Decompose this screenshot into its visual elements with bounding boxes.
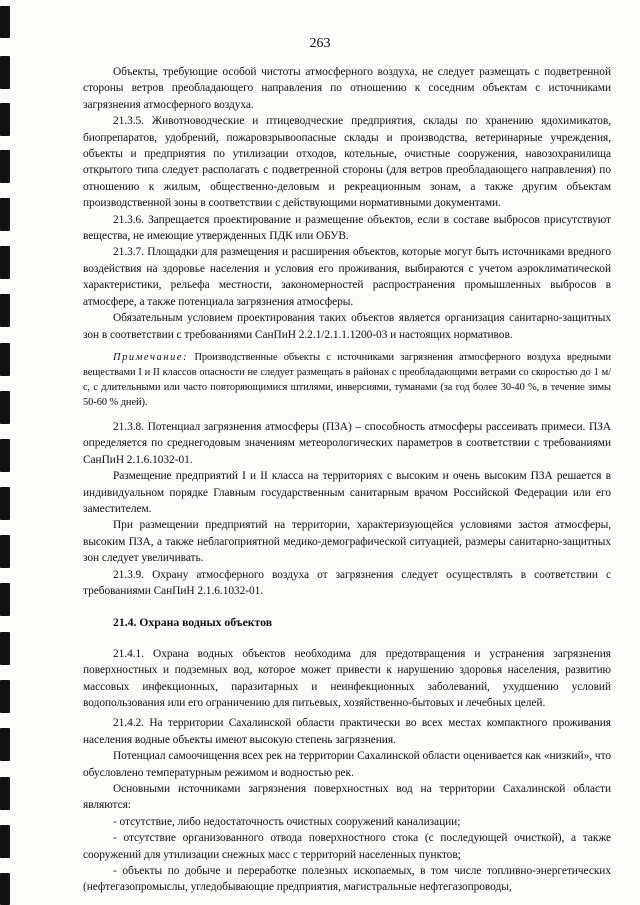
list-item: - отсутствие организованного отвода поверхностного стока (с последующей очисткой), а также сооружений для утилизации снежных масс с территорий населенных пунктов;	[83, 832, 611, 861]
paragraph: Размещение предприятий I и II класса на территориях с высоким и очень высоким ПЗА решается в индивидуальном порядке Главным государственным санитарным врачом Российской Федерации или его заместителем.	[83, 470, 611, 515]
document-body	[83, 64, 611, 896]
paragraph: 21.3.9. Охрану атмосферного воздуха от загрязнения следует осуществлять в соответствии с требованиями СанПиН 2.1.6.1032-01.	[83, 568, 611, 597]
paragraph: Объекты, требующие особой чистоты атмосферного воздуха, не следует размещать с подветренной стороны ветров преобладающего направления по отношению к соседним объектам с источниками загрязнения атмосферного воздуха.	[83, 66, 611, 111]
binder-mark	[0, 56, 10, 89]
note-text: Производственные объекты с источниками загрязнения атмосферного воздуха вредными веществами I и II классов опасности не следует размещать в районах с преобладающими ветрами со скоростью до 1 м/с, с длительными или часто повторяющимися штилями, инверсиями, туманами (за год более 30-40 %, в течение зимы 50-60 % дней).	[83, 351, 611, 408]
binder-mark	[0, 6, 10, 38]
paragraph: 21.4.2. На территории Сахалинской области практически во всех местах компактного проживания населения водные объекты имеют высокую степень загрязнения.	[83, 717, 611, 746]
note-paragraph	[83, 350, 611, 410]
binder-mark	[0, 439, 10, 472]
page-number: 263	[309, 36, 331, 51]
paragraph: 21.3.8. Потенциал загрязнения атмосферы (ПЗА) – способность атмосферы рассеивать примеси. ПЗА определяется по среднегодовым значениям метеорологических параметров в соответствии с требованиями СанПиН 2.1.6.1032-01.	[83, 420, 611, 466]
binder-mark	[0, 680, 10, 713]
binder-mark	[0, 583, 10, 616]
binder-mark	[0, 198, 10, 231]
binder-mark	[0, 632, 10, 665]
binder-mark	[0, 150, 10, 183]
binder-mark	[0, 246, 10, 279]
binder-mark	[0, 343, 10, 376]
paragraph: Потенциал самоочищения всех рек на территории Сахалинской области оценивается как «низкий», что обусловлено температурным режимом и водностью рек.	[83, 750, 611, 779]
note-label: Примечание:	[113, 351, 189, 363]
list-item: - объекты по добыче и переработке полезных ископаемых, в том числе топливно-энергетических (нефтегазопромыслы, угледобывающие предприятия, магистральные нефтегазопроводы,	[83, 865, 611, 894]
list-item: - отсутствие, либо недостаточность очистных сооружений канализации;	[113, 815, 461, 828]
binder-margin	[0, 0, 14, 905]
binder-mark	[0, 873, 10, 905]
binder-mark	[0, 777, 10, 810]
binder-mark	[0, 103, 10, 136]
binder-mark	[0, 391, 10, 424]
binder-mark	[0, 728, 10, 761]
section-heading: 21.4. Охрана водных объектов	[113, 615, 273, 630]
paragraph: При размещении предприятий на территории, характеризующейся условиями застоя атмосферы, высоким ПЗА, а также неблагоприятной медико-демографической ситуацией, размеры санитарно-защитных зон следует увеличивать.	[83, 519, 611, 565]
paragraph: 21.3.5. Животноводческие и птицеводческие предприятия, склады по хранению ядохимикатов, биопрепаратов, удобрений, пожаровзрывоопасные склады и производства, ветеринарные учреждения, объекты и предприятия по утилизации отходов, котельные, очистные сооружения, навозохранилища открытого типа следует располагать с подветренной стороны (для ветров преобладающего направления) по отношению к жилым, общественно-деловым и рекреационным зонам, а также другим объектам производственной зоны в соответствии с действующими нормативными документами.	[83, 115, 611, 210]
paragraph: 21.3.6. Запрещается проектирование и размещение объектов, если в составе выбросов присутствуют вещества, не имеющие утвержденных ПДК или ОБУВ.	[83, 213, 611, 243]
binder-mark	[0, 825, 10, 858]
paragraph: 21.4.1. Охрана водных объектов необходима для предотвращения и устранения загрязнения поверхностных и подземных вод, которое может привести к нарушению здоровья населения, развитию массовых инфекционных, паразитарных и неинфекционных заболеваний, ухудшению условий водопользования или его ограничению для питьевых, хозяйственно-бытовых и лечебных целей.	[83, 647, 611, 709]
binder-mark	[0, 487, 10, 520]
binder-mark	[0, 294, 10, 327]
paragraph: Основными источниками загрязнения поверхностных вод на территории Сахалинской области являются:	[83, 783, 611, 812]
binder-mark	[0, 535, 10, 568]
paragraph: Обязательным условием проектирования таких объектов является организация санитарно-защитных зон в соответствии с требованиями СанПиН 2.2.1/2.1.1.1200-03 и настоящих нормативов.	[83, 312, 611, 341]
paragraph: 21.3.7. Площадки для размещения и расширения объектов, которые могут быть источниками вредного воздействия на здоровье населения и условия его проживания, выбираются с учетом аэроклиматической характеристики, рельефа местности, закономерностей распространения промышленных выбросов в атмосфере, а также потенциала загрязнения атмосферы.	[83, 246, 611, 308]
